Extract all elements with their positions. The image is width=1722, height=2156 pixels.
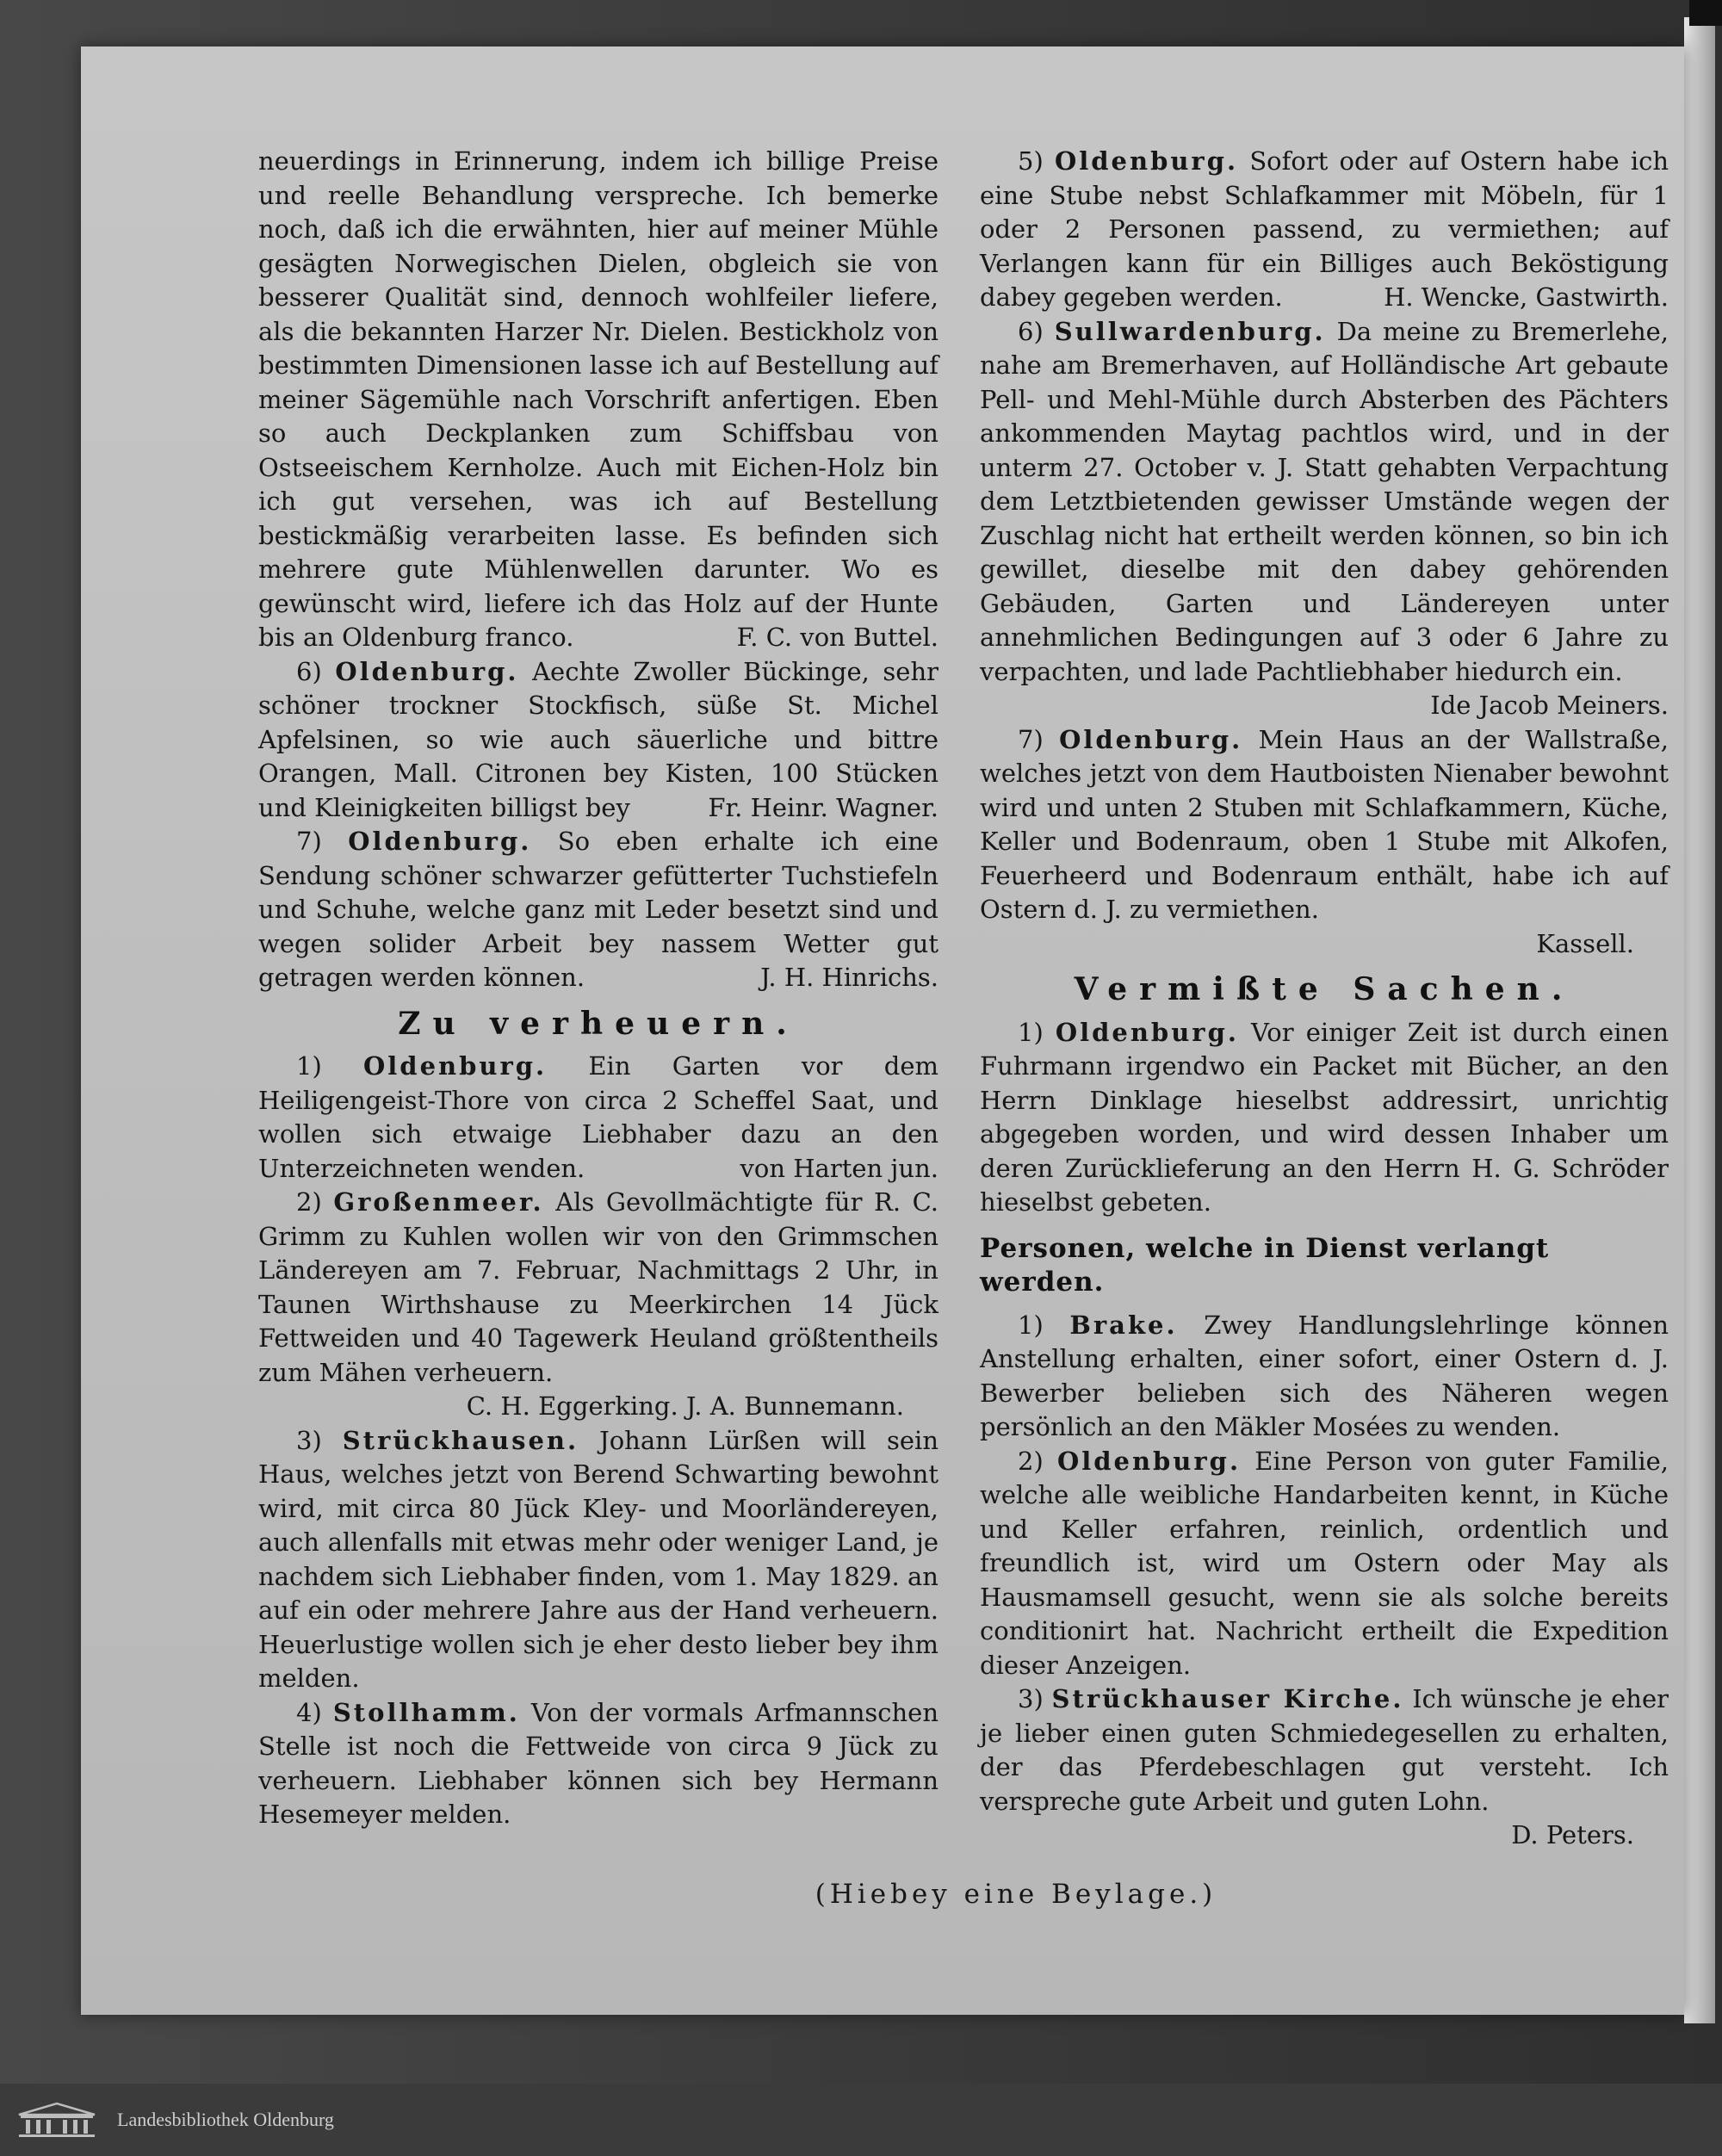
place-name: Oldenburg.	[1056, 1446, 1242, 1476]
notice-paragraph: 7) Oldenburg. Mein Haus an der Wallstraße, welches jetzt von dem Hautboisten Nienaber bewohnt wird und unten 2 Stuben mit Schlafkammern, Küche, Keller und Bodenraum, oben 1 Stube mit Alkofen, Feuerheerd und Bodenraum enthält, habe ich auf Ostern d. J. zu vermiethen.	[980, 724, 1669, 924]
library-building-icon	[14, 2101, 100, 2139]
library-name: Landesbibliothek Oldenburg	[117, 2109, 334, 2130]
supplement-note: (Hiebey eine Beylage.)	[815, 1879, 1217, 1910]
notice-paragraph: 3) Strückhauser Kirche. Ich wünsche je eher je lieber einen guten Schmiedegesellen zu erhalten, der das Pferdebeschlagen gut versteht. Ich verspreche gute Arbeit und guten Lohn.	[980, 1684, 1669, 1816]
section-heading-dienst: Personen, welche in Dienst verlangt werden.	[980, 1232, 1550, 1298]
notice-paragraph: 1) Oldenburg. Ein Garten vor dem Heiligengeist-Thore von circa 2 Scheffel Saat, und wollen sich etwaige Liebhaber dazu an den Unterzeichneten wenden. von Harten jun.	[258, 1050, 938, 1186]
place-name: Oldenburg.	[1054, 146, 1239, 176]
scan-corner-mark	[1689, 0, 1722, 26]
place-name: Oldenburg.	[335, 656, 519, 686]
signature: J. H. Hinrichs.	[760, 963, 938, 992]
notice-paragraph: 6) Oldenburg. Aechte Zwoller Bückinge, sehr schöner trockner Stockfisch, süße St. Michel Apfelsinen, so wie auch säuerliche und bittre Orangen, Mall. Citronen bey Kisten, 100 Stücken und Kleinigkeiten billigst bey Fr. Heinr. Wagner.	[258, 655, 938, 826]
place-name: Strückhausen.	[342, 1425, 579, 1455]
place-name: Oldenburg.	[363, 1051, 548, 1081]
place-name: Sullwardenburg.	[1054, 316, 1326, 346]
notice-paragraph: 7) Oldenburg. So eben erhalte ich eine Sendung schöner schwarzer gefütterter Tuchstiefeln und Schuhe, welche ganz mit Leder besetzt sind und wegen solider Arbeit bey nassem Wetter gut getragen werden können. J. H. Hinrichs.	[258, 825, 938, 995]
signature: Ide Jacob Meiners.	[1430, 691, 1669, 720]
section-heading-vermisste-sachen: Vermißte Sachen.	[1074, 971, 1575, 1007]
place-name: Strückhauser Kirche.	[1051, 1684, 1404, 1713]
place-name: Großenmeer.	[333, 1187, 544, 1217]
signature: Fr. Heinr. Wagner.	[708, 792, 938, 822]
place-name: Oldenburg.	[1055, 1017, 1239, 1047]
notice-paragraph: 3) Strückhausen. Johann Lürßen will sein Haus, welches jetzt von Berend Schwarting bewohnt wird, mit circa 80 Jück Kley- und Moorländereyen, auch allenfalls mit etwas mehr oder weniger Land, je nachdem sich Liebhaber finden, vom 1. May 1829. an auf ein oder mehrere Jahre aus der Hand verheuern. Heuerlustige wollen sich je eher desto lieber bey ihm melden.	[258, 1425, 939, 1693]
page-edge	[1684, 17, 1715, 2023]
left-column	[258, 145, 938, 1832]
signature: H. Wencke, Gastwirth.	[1384, 282, 1669, 312]
notice-paragraph: 6) Sullwardenburg. Da meine zu Bremerlehe, nahe am Bremerhaven, auf Holländische Art gebaute Pell- und Mehl-Mühle durch Absterben des Pächters ankommenden Maytag pachtlos wird, und in der unterm 27. October v. J. Statt gehabten Verpachtung dem Letztbietenden gewisser Umstände wegen der Zuschlag nicht hat ertheilt werden können, so bin ich gewillet, dieselbe mit den dabey gehörenden Gebäuden, Garten und Ländereyen unter annehmlichen Bedingungen auf 3 oder 6 Jahre zu verpachten, und lade Pachtliebhaber hiedurch ein. Ide Jacob Meiners.	[980, 315, 1669, 723]
place-name: Brake.	[1069, 1310, 1178, 1340]
right-column	[980, 145, 1669, 1853]
section-heading-zu-verheuern: Zu verheuern.	[398, 1005, 799, 1042]
signature: von Harten jun.	[740, 1153, 938, 1183]
signature: D. Peters.	[1511, 1820, 1634, 1849]
signature: F. C. von Buttel.	[736, 623, 938, 652]
signature: C. H. Eggerking. J. A. Bunnemann.	[466, 1391, 904, 1421]
place-name: Oldenburg.	[348, 827, 532, 856]
place-name: Stollhamm.	[332, 1697, 520, 1727]
notice-paragraph: 2) Oldenburg. Eine Person von guter Familie, welche alle weibliche Handarbeiten kennt, in Küche und Keller erfahren, reinlich, ordentlich und freundlich ist, wird um Ostern oder May als Hausmamsell gesucht, wenn sie als solche bereits conditionirt hat. Nachricht ertheilt die Expedition dieser Anzeigen.	[980, 1446, 1669, 1680]
notice-paragraph: 1) Oldenburg. Vor einiger Zeit ist durch einen Fuhrmann irgendwo ein Packet mit Bücher, an den Herrn Dinklage hieselbst addressirt, unrichtig abgegeben worden, und wird dessen Inhaber um deren Zurücklieferung an den Herrn H. G. Schröder hieselbst gebeten.	[980, 1017, 1669, 1217]
signature: Kassell.	[1536, 928, 1634, 958]
notice-paragraph: neuerdings in Erinnerung, indem ich billige Preise und reelle Behandlung verspreche. Ich bemerke noch, daß ich die erwähnten, hier auf meiner Mühle gesägten Norwegischen Dielen, obgleich sie von besserer Qualität sind, dennoch wohlfeiler liefere, als die bekannten Harzer Nr. Dielen. Bestickholz von bestimmten Dimensionen lasse ich auf Bestellung auf meiner Sägemühle nach Vorschrift anfertigen. Eben so auch Deckplanken zum Schiffsbau von Ostseeischem Kernholze. Auch mit Eichen-Holz bin ich gut versehen, was ich auf Bestellung bestickmäßig verarbeiten lasse. Es befinden sich mehrere gute Mühlenwellen darunter. Wo es gewünscht wird, liefere ich das Holz auf der Hunte bis an Oldenburg franco. F. C. von Buttel.	[258, 145, 938, 655]
notice-paragraph: 1) Brake. Zwey Handlungslehrlinge können Anstellung erhalten, einer sofort, einer Ostern d. J. Bewerber belieben sich des Näheren wegen persönlich an den Mäkler Mosées zu wenden.	[980, 1310, 1669, 1441]
place-name: Oldenburg.	[1059, 724, 1243, 754]
notice-paragraph: 4) Stollhamm. Von der vormals Arfmannschen Stelle ist noch die Fettweide von circa 9 Jück zu verheuern. Liebhaber können sich bey Hermann Hesemeyer melden.	[258, 1697, 939, 1829]
notice-paragraph: 5) Oldenburg. Sofort oder auf Ostern habe ich eine Stube nebst Schlafkammer mit Möbeln, für 1 oder 2 Personen passend, zu vermiethen; auf Verlangen kann für ein Billiges auch Beköstigung dabey gegeben werden. H. Wencke, Gastwirth.	[980, 145, 1669, 315]
notice-paragraph: 2) Großenmeer. Als Gevollmächtigte für R. C. Grimm zu Kuhlen wollen wir von den Grimmschen Ländereyen am 7. Februar, Nachmittags 2 Uhr, in Taunen Wirthshause zu Meerkirchen 14 Jück Fettweiden und 40 Tagewerk Heuland größtentheils zum Mähen verheuern.	[258, 1187, 939, 1387]
